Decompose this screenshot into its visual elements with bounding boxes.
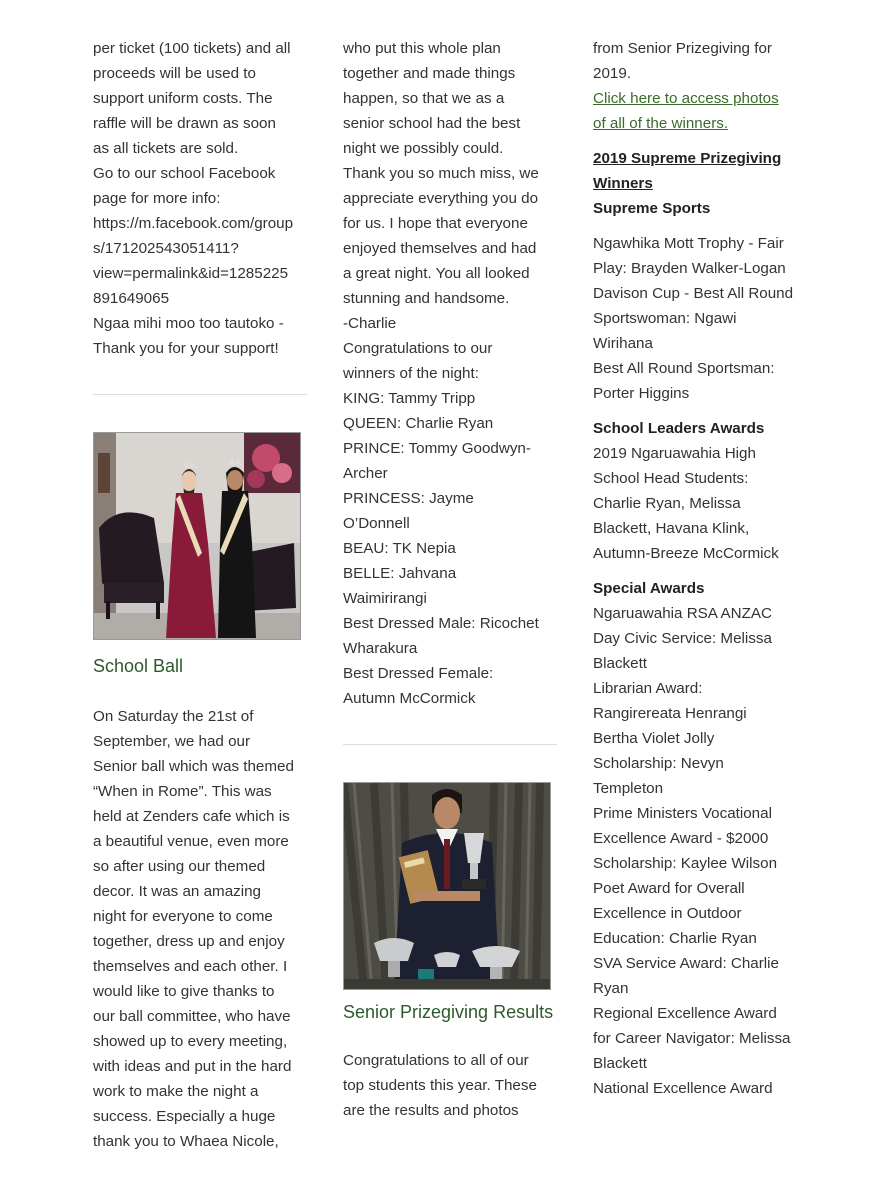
- text-line: together, dress up and enjoy: [93, 933, 285, 950]
- text-line: are the results and photos: [343, 1102, 519, 1119]
- winner-line: KING: Tammy Tripp: [343, 390, 476, 407]
- award-line: Porter Higgins: [593, 385, 690, 402]
- text-line: with ideas and put in the hard: [93, 1058, 292, 1075]
- text-line: Congratulations to all of our: [343, 1052, 529, 1069]
- text-line: from Senior Prizegiving for: [593, 40, 772, 57]
- text-line: Congratulations to our: [343, 340, 493, 357]
- award-line: SVA Service Award: Charlie: [593, 955, 779, 972]
- winner-line: BELLE: Jahvana: [343, 565, 457, 582]
- award-line: Blackett, Havana Klink,: [593, 520, 750, 537]
- award-line: Education: Charlie Ryan: [593, 930, 757, 947]
- text-line: proceeds will be used to: [93, 65, 256, 82]
- award-line: Play: Brayden Walker-Logan: [593, 260, 786, 277]
- text-line: thank you to Whaea Nicole,: [93, 1133, 279, 1150]
- winner-line: Archer: [343, 465, 388, 482]
- prizegiving-photo: [343, 782, 551, 990]
- special-awards-heading: Special Awards: [593, 580, 705, 597]
- award-line: Librarian Award:: [593, 680, 703, 697]
- award-line: Best All Round Sportsman:: [593, 360, 775, 377]
- text-line: Thank you so much miss, we: [343, 165, 539, 182]
- winner-line: Waimirirangi: [343, 590, 427, 607]
- photos-link[interactable]: [593, 86, 811, 136]
- winner-line: O’Donnell: [343, 515, 410, 532]
- text-line: decor. It was an amazing: [93, 883, 261, 900]
- winner-line: BEAU: TK Nepia: [343, 540, 456, 557]
- section-divider: [343, 744, 557, 745]
- text-line: top students this year. These: [343, 1077, 537, 1094]
- award-line: Excellence Award - $2000: [593, 830, 769, 847]
- school-leaders-list: [593, 441, 811, 566]
- text-line: winners of the night:: [343, 365, 479, 382]
- facebook-url-line: s/171202543051411?: [93, 240, 239, 257]
- text-line: as all tickets are sold.: [93, 140, 239, 157]
- award-line: National Excellence Award: [593, 1080, 773, 1097]
- column-3: [593, 36, 811, 1101]
- text-line: themselves and each other. I: [93, 958, 288, 975]
- text-line: Ngaa mihi moo too tautoko -: [93, 315, 284, 332]
- award-line: Rangirereata Henrangi: [593, 705, 747, 722]
- award-line: Scholarship: Kaylee Wilson: [593, 855, 778, 872]
- photos-link-line[interactable]: Click here to access photos: [593, 90, 779, 107]
- award-line: Excellence in Outdoor: [593, 905, 742, 922]
- text-line: support uniform costs. The: [93, 90, 273, 107]
- winner-line: PRINCESS: Jayme: [343, 490, 474, 507]
- facebook-url-line: 891649065: [93, 290, 170, 307]
- school-ball-title: School Ball: [93, 656, 184, 676]
- text-line: a beautiful venue, even more: [93, 833, 289, 850]
- award-line: Ngaruawahia RSA ANZAC: [593, 605, 772, 622]
- supreme-sports-list: [593, 231, 811, 406]
- winner-line: QUEEN: Charlie Ryan: [343, 415, 494, 432]
- award-line: Blackett: [593, 655, 648, 672]
- winner-line: Wharakura: [343, 640, 418, 657]
- supreme-sports-heading: Supreme Sports: [593, 200, 711, 217]
- text-line: our ball committee, who have: [93, 1008, 291, 1025]
- award-line: Blackett: [593, 1055, 648, 1072]
- text-line: raffle will be drawn as soon: [93, 115, 276, 132]
- award-line: Ryan: [593, 980, 629, 997]
- text-line: a great night. You all looked: [343, 265, 530, 282]
- prizegiving-image: [344, 783, 550, 989]
- special-awards-list: [593, 601, 811, 1101]
- text-line: work to make the night a: [93, 1083, 259, 1100]
- award-line: 2019 Ngaruawahia High: [593, 445, 756, 462]
- award-line: Ngawhika Mott Trophy - Fair: [593, 235, 784, 252]
- text-line: per ticket (100 tickets) and all: [93, 40, 291, 57]
- award-line: Prime Ministers Vocational: [593, 805, 772, 822]
- text-line: success. Especially a huge: [93, 1108, 276, 1125]
- award-line: Davison Cup - Best All Round: [593, 285, 794, 302]
- column-2: [343, 36, 557, 1123]
- text-line: would like to give thanks to: [93, 983, 275, 1000]
- award-line: Bertha Violet Jolly: [593, 730, 715, 747]
- text-line: 2019.: [593, 65, 632, 82]
- text-line: showed up to every meeting,: [93, 1033, 288, 1050]
- prizegiving-title: Senior Prizegiving Results: [343, 1002, 554, 1022]
- award-line: Sportswoman: Ngawi: [593, 310, 737, 327]
- text-line: so after using our themed: [93, 858, 266, 875]
- winner-line: Autumn McCormick: [343, 690, 476, 707]
- text-line: together and made things: [343, 65, 516, 82]
- text-line: Thank you for your support!: [93, 340, 279, 357]
- text-line: appreciate everything you do: [343, 190, 539, 207]
- text-line: Go to our school Facebook: [93, 165, 276, 182]
- section-divider: [93, 394, 307, 395]
- supreme-winners-title: [593, 146, 811, 196]
- winner-line: PRINCE: Tommy Goodwyn-: [343, 440, 531, 457]
- award-line: Templeton: [593, 780, 664, 797]
- award-line: Day Civic Service: Melissa: [593, 630, 772, 647]
- text-line: “When in Rome”. This was: [93, 783, 272, 800]
- text-line: September, we had our: [93, 733, 251, 750]
- award-line: School Head Students:: [593, 470, 749, 487]
- text-line: On Saturday the 21st of: [93, 708, 254, 725]
- ball-thanks-text: [343, 36, 557, 711]
- text-line: night we possibly could.: [343, 140, 504, 157]
- school-ball-text: [93, 704, 307, 1154]
- text-line: happen, so that we as a: [343, 90, 505, 107]
- award-line: Regional Excellence Award: [593, 1005, 777, 1022]
- award-line: Poet Award for Overall: [593, 880, 745, 897]
- text-line: page for more info:: [93, 190, 221, 207]
- title-line: 2019 Supreme Prizegiving: [593, 150, 782, 167]
- facebook-url-line: https://m.facebook.com/group: [93, 215, 294, 232]
- facebook-url-line: view=permalink&id=1285225: [93, 265, 289, 282]
- prizegiving-intro-text: [343, 1048, 557, 1123]
- school-leaders-heading: School Leaders Awards: [593, 420, 765, 437]
- award-line: Scholarship: Nevyn: [593, 755, 724, 772]
- text-line: who put this whole plan: [343, 40, 501, 57]
- text-line: Senior ball which was themed: [93, 758, 294, 775]
- school-ball-image: [94, 433, 300, 639]
- winner-line: Best Dressed Male: Ricochet: [343, 615, 539, 632]
- winner-line: Best Dressed Female:: [343, 665, 494, 682]
- award-line: for Career Navigator: Melissa: [593, 1030, 791, 1047]
- text-line: senior school had the best: [343, 115, 521, 132]
- award-line: Autumn-Breeze McCormick: [593, 545, 779, 562]
- title-line: Winners: [593, 175, 653, 192]
- prizegiving-intro-cont: [593, 36, 811, 86]
- photos-link-line[interactable]: of all of the winners.: [593, 115, 729, 132]
- text-line: for us. I hope that everyone: [343, 215, 528, 232]
- award-line: Charlie Ryan, Melissa: [593, 495, 741, 512]
- text-line: -Charlie: [343, 315, 397, 332]
- text-line: enjoyed themselves and had: [343, 240, 537, 257]
- award-line: Wirihana: [593, 335, 653, 352]
- school-ball-photo: [93, 432, 301, 640]
- text-line: night for everyone to come: [93, 908, 273, 925]
- column-1: [93, 36, 307, 1154]
- text-line: stunning and handsome.: [343, 290, 510, 307]
- text-line: held at Zenders cafe which is: [93, 808, 290, 825]
- raffle-text: [93, 36, 307, 361]
